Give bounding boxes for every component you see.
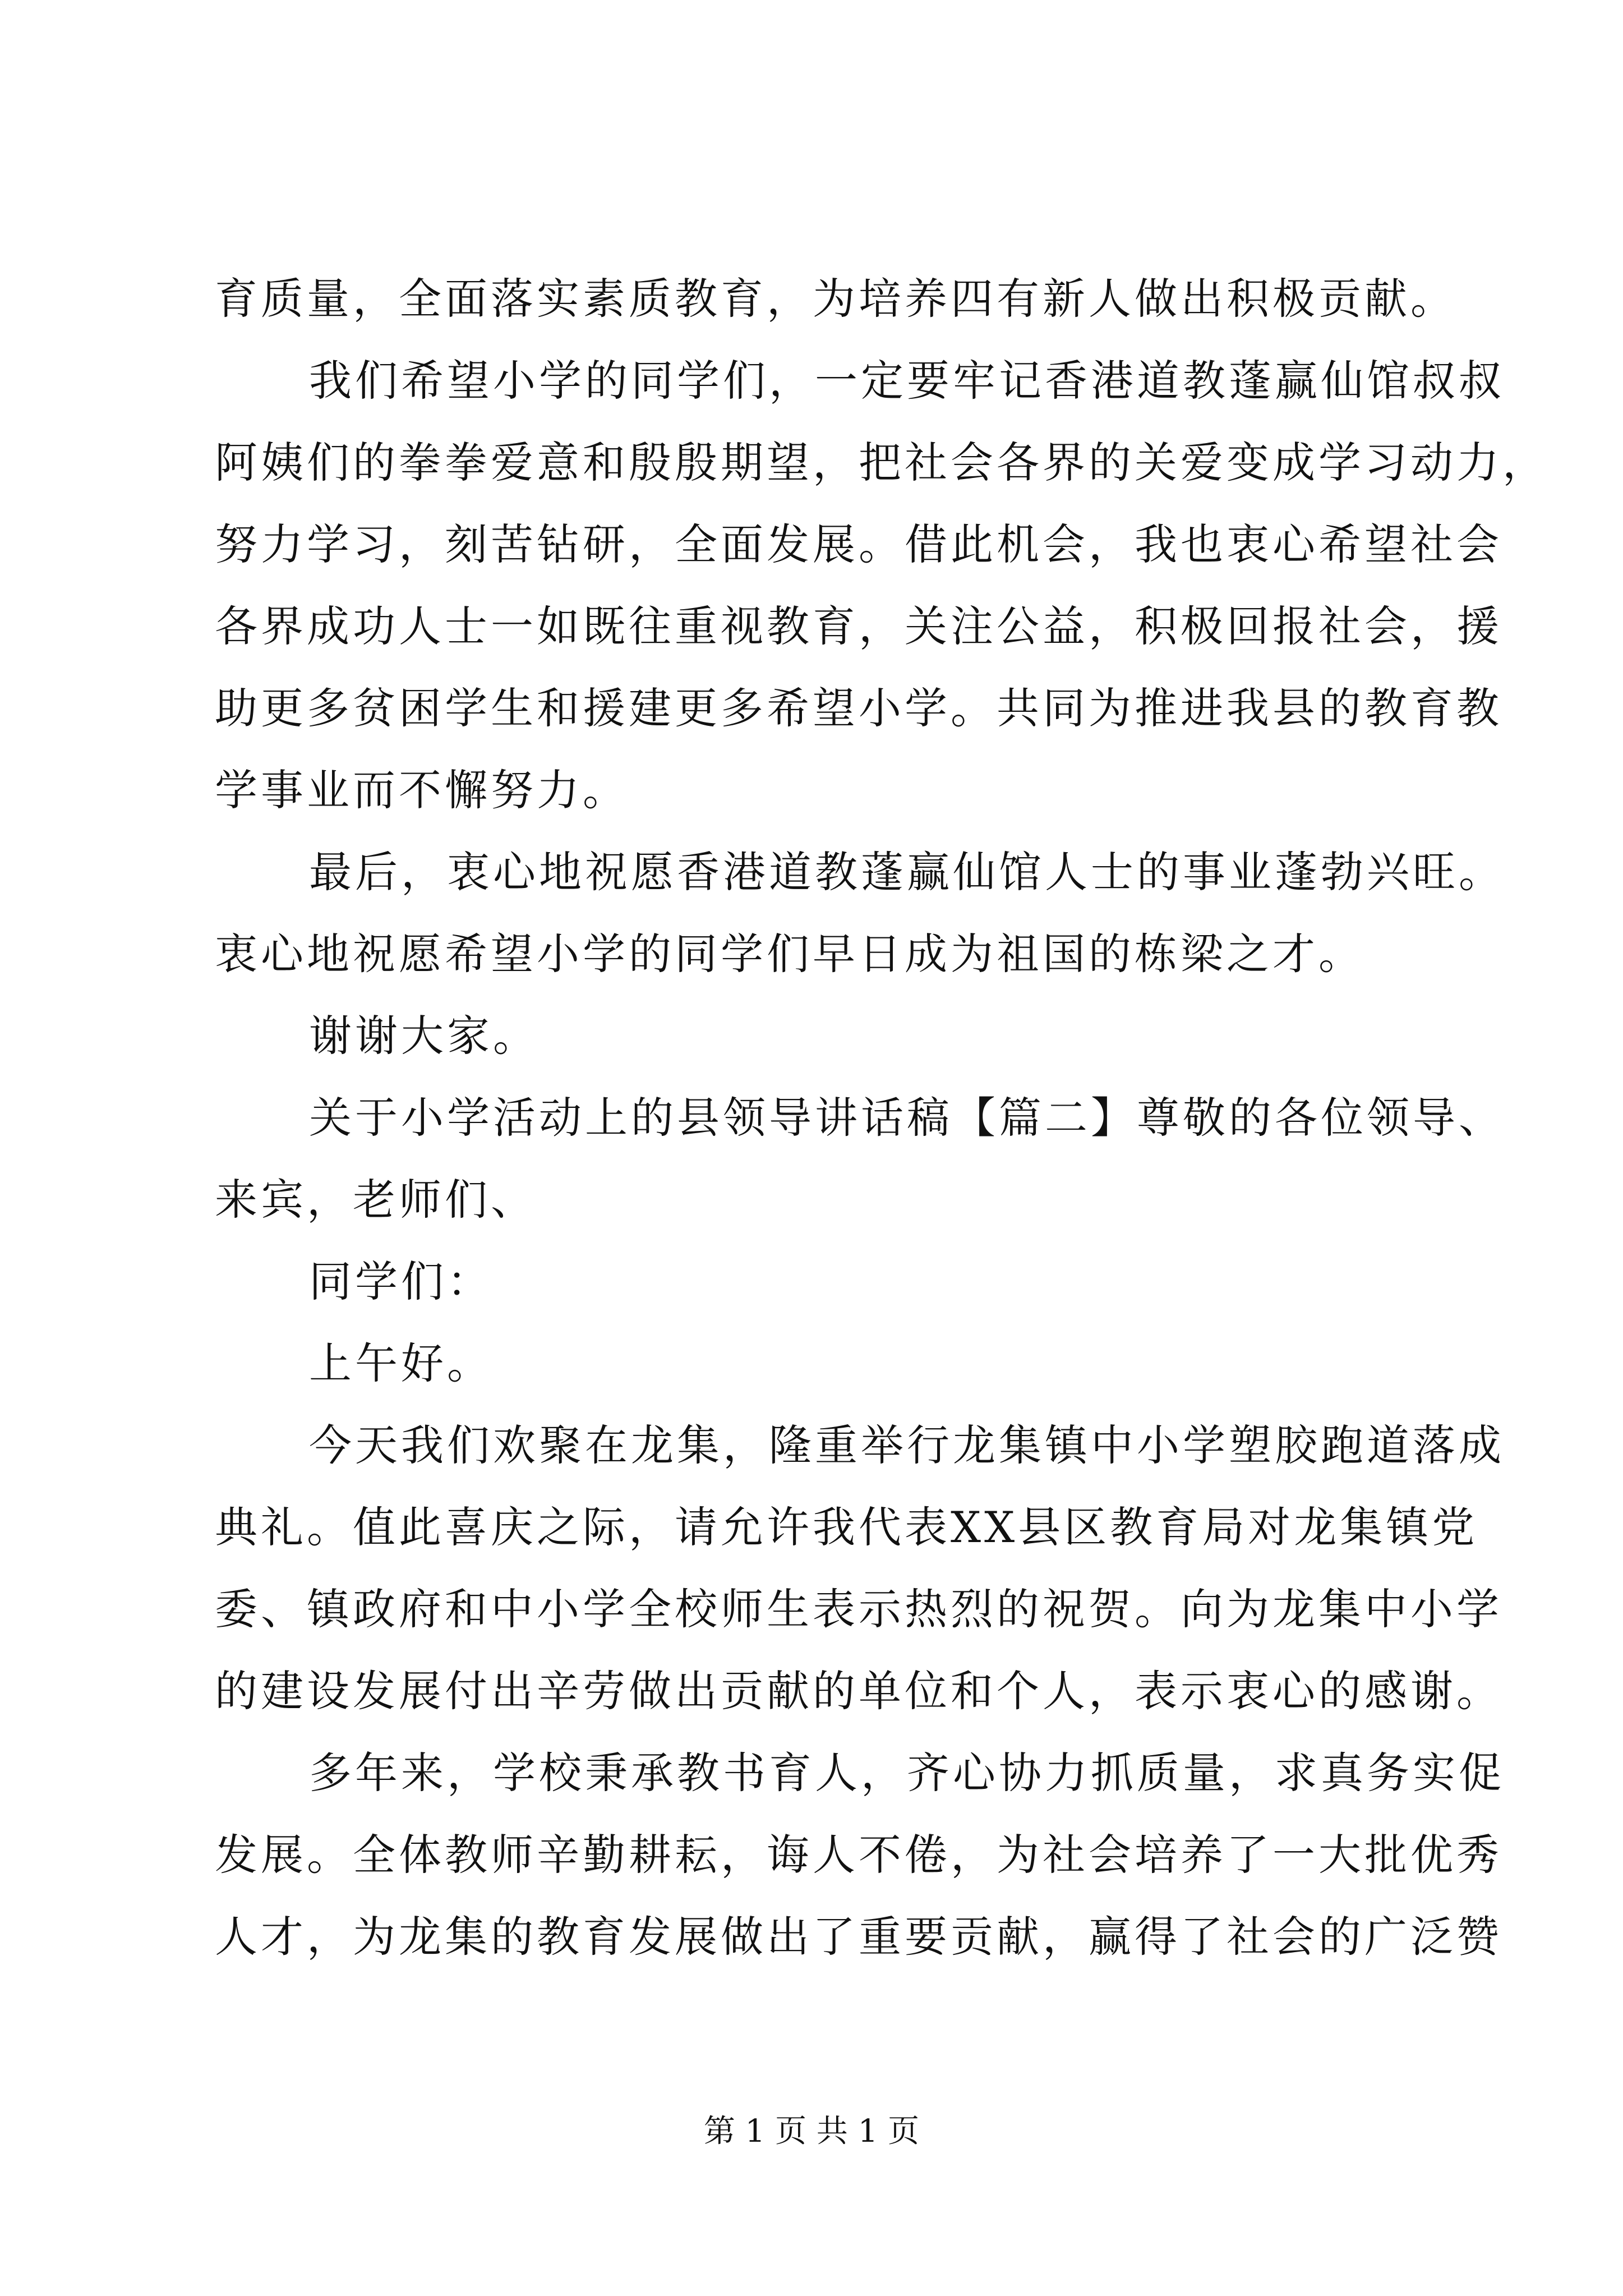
text-line: 同学们： bbox=[309, 1257, 493, 1306]
page-footer: 第 1 页 共 1 页 bbox=[703, 2113, 920, 2150]
text-line: 助更多贫困学生和援建更多希望小学。共同为推进我县的教育教 bbox=[215, 683, 1502, 733]
text-line: 的建设发展付出辛劳做出贡献的单位和个人，表示衷心的感谢。 bbox=[215, 1666, 1502, 1716]
text-line: 最后，衷心地祝愿香港道教蓬赢仙馆人士的事业蓬勃兴旺。 bbox=[309, 847, 1505, 897]
document-body bbox=[215, 258, 1548, 1978]
text-line: 典礼。值此喜庆之际，请允许我代表XX县区教育局对龙集镇党 bbox=[215, 1502, 1478, 1552]
text-line: 来宾，老师们、 bbox=[215, 1175, 537, 1225]
text-line: 努力学习，刻苦钻研，全面发展。借此机会，我也衷心希望社会 bbox=[215, 519, 1502, 569]
text-line: 衷心地祝愿希望小学的同学们早日成为祖国的栋梁之才。 bbox=[215, 929, 1364, 979]
text-line: 今天我们欢聚在龙集，隆重举行龙集镇中小学塑胶跑道落成 bbox=[309, 1420, 1505, 1470]
text-line: 学事业而不懈努力。 bbox=[215, 765, 629, 815]
text-line: 委、镇政府和中小学全校师生表示热烈的祝贺。向为龙集中小学 bbox=[215, 1584, 1502, 1634]
text-line: 多年来，学校秉承教书育人，齐心协力抓质量，求真务实促 bbox=[309, 1748, 1505, 1798]
text-line: 各界成功人士一如既往重视教育，关注公益，积极回报社会，援 bbox=[215, 601, 1502, 651]
text-line: 关于小学活动上的县领导讲话稿【篇二】尊敬的各位领导、 bbox=[309, 1093, 1505, 1143]
text-line: 发展。全体教师辛勤耕耘，诲人不倦，为社会培养了一大批优秀 bbox=[215, 1830, 1502, 1880]
text-line: 阿姨们的拳拳爱意和殷殷期望，把社会各界的关爱变成学习动力， bbox=[215, 438, 1548, 487]
text-line: 谢谢大家。 bbox=[309, 1011, 539, 1061]
text-line: 育质量，全面落实素质教育，为培养四有新人做出积极贡献。 bbox=[215, 274, 1456, 324]
text-line: 上午好。 bbox=[309, 1338, 493, 1388]
text-line: 人才，为龙集的教育发展做出了重要贡献，赢得了社会的广泛赞 bbox=[215, 1912, 1502, 1962]
text-line: 我们希望小学的同学们，一定要牢记香港道教蓬赢仙馆叔叔 bbox=[309, 356, 1505, 406]
